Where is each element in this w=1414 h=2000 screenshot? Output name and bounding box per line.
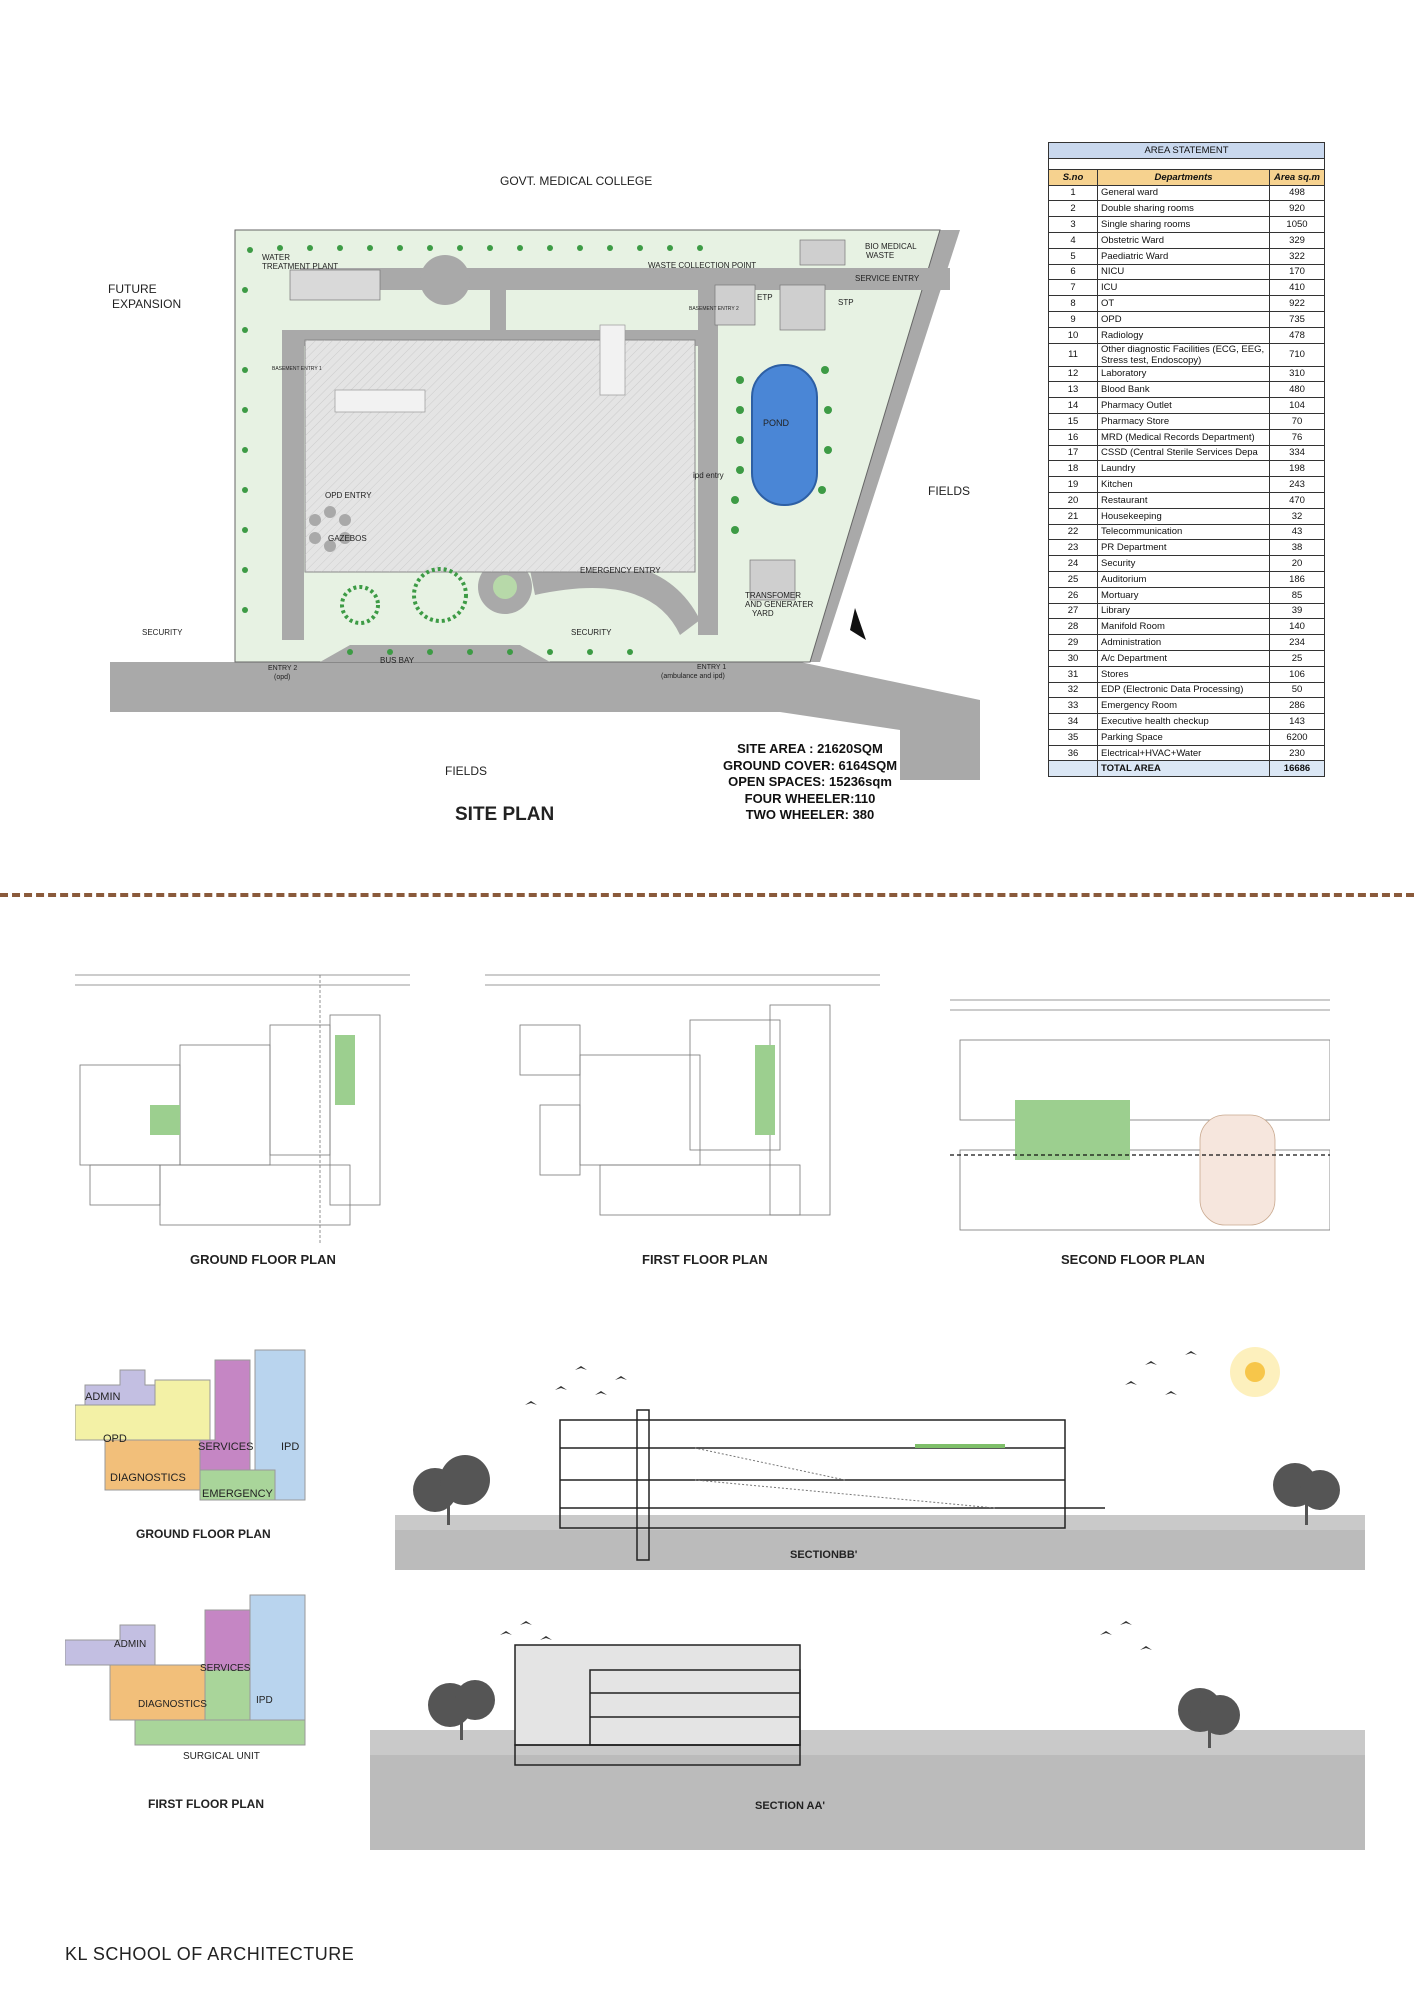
row-sno: 20 xyxy=(1049,492,1098,508)
bus-bay-label: BUS BAY xyxy=(380,656,415,665)
row-area: 334 xyxy=(1270,445,1325,461)
row-sno: 27 xyxy=(1049,603,1098,619)
tree-icon xyxy=(413,1455,1340,1525)
section-bb-title: SECTIONBB' xyxy=(790,1549,858,1561)
row-department: Manifold Room xyxy=(1098,619,1270,635)
row-department: Single sharing rooms xyxy=(1098,217,1270,233)
row-sno: 11 xyxy=(1049,343,1098,366)
north-arrow-icon xyxy=(850,608,866,640)
table-row xyxy=(1049,556,1325,572)
row-department: Administration xyxy=(1098,635,1270,651)
row-department: Telecommunication xyxy=(1098,524,1270,540)
etp-label: ETP xyxy=(757,293,773,302)
second-floor-plan-title: SECOND FLOOR PLAN xyxy=(1061,1252,1205,1267)
table-row xyxy=(1049,264,1325,280)
entry2-label-1: ENTRY 2 xyxy=(268,665,298,672)
col-header-departments: Departments xyxy=(1098,169,1270,185)
row-sno: 25 xyxy=(1049,571,1098,587)
four-wheeler-stat: FOUR WHEELER:110 xyxy=(744,790,876,806)
zone-first-services xyxy=(205,1610,250,1670)
bus-bay xyxy=(320,645,550,662)
row-sno: 13 xyxy=(1049,382,1098,398)
row-sno: 29 xyxy=(1049,635,1098,651)
row-department: Double sharing rooms xyxy=(1098,201,1270,217)
row-department: PR Department xyxy=(1098,540,1270,556)
table-row xyxy=(1049,650,1325,666)
row-sno: 5 xyxy=(1049,248,1098,264)
row-department: Kitchen xyxy=(1098,477,1270,493)
govt-college-label: GOVT. MEDICAL COLLEGE xyxy=(500,174,653,188)
row-sno: 31 xyxy=(1049,666,1098,682)
section-divider xyxy=(0,893,1414,897)
table-row xyxy=(1049,540,1325,556)
row-area: 104 xyxy=(1270,398,1325,414)
table-row xyxy=(1049,461,1325,477)
row-area: 922 xyxy=(1270,296,1325,312)
bio-medical-waste xyxy=(800,240,845,265)
row-sno: 18 xyxy=(1049,461,1098,477)
row-area: 478 xyxy=(1270,327,1325,343)
table-row xyxy=(1049,217,1325,233)
row-sno: 21 xyxy=(1049,508,1098,524)
basement-entry-2-label: BASEMENT ENTRY 2 xyxy=(689,306,739,312)
row-sno: 26 xyxy=(1049,587,1098,603)
table-total-row xyxy=(1049,761,1325,777)
table-row xyxy=(1049,477,1325,493)
row-area: 186 xyxy=(1270,571,1325,587)
row-department: Pharmacy Store xyxy=(1098,413,1270,429)
row-area: 32 xyxy=(1270,508,1325,524)
future-expansion-label-1: FUTURE xyxy=(108,282,157,296)
row-sno: 35 xyxy=(1049,729,1098,745)
row-area: 198 xyxy=(1270,461,1325,477)
row-sno: 1 xyxy=(1049,185,1098,201)
table-row xyxy=(1049,296,1325,312)
row-area: 286 xyxy=(1270,698,1325,714)
zone-first-surgical xyxy=(135,1720,305,1745)
row-department: Emergency Room xyxy=(1098,698,1270,714)
row-area: 143 xyxy=(1270,714,1325,730)
pond xyxy=(752,365,817,505)
row-department: MRD (Medical Records Department) xyxy=(1098,429,1270,445)
area-statement-title: AREA STATEMENT xyxy=(1049,143,1325,159)
row-department: Library xyxy=(1098,603,1270,619)
table-row xyxy=(1049,382,1325,398)
row-area: 920 xyxy=(1270,201,1325,217)
row-area: 243 xyxy=(1270,477,1325,493)
row-department: OT xyxy=(1098,296,1270,312)
row-area: 234 xyxy=(1270,635,1325,651)
row-sno: 4 xyxy=(1049,232,1098,248)
row-sno: 33 xyxy=(1049,698,1098,714)
zone-first-ipd-label: IPD xyxy=(256,1695,273,1706)
first-zoning-title: FIRST FLOOR PLAN xyxy=(148,1797,264,1811)
future-expansion-label-2: EXPANSION xyxy=(112,297,182,311)
table-row xyxy=(1049,201,1325,217)
row-area: 85 xyxy=(1270,587,1325,603)
bio-medical-label-1: BIO MEDICAL xyxy=(865,242,917,251)
row-department: Blood Bank xyxy=(1098,382,1270,398)
table-row xyxy=(1049,248,1325,264)
row-department: Housekeeping xyxy=(1098,508,1270,524)
row-department: Mortuary xyxy=(1098,587,1270,603)
entry1-label-2: (ambulance and ipd) xyxy=(661,673,725,680)
zone-diagnostics-label: DIAGNOSTICS xyxy=(110,1472,186,1484)
zone-opd-label: OPD xyxy=(103,1433,127,1445)
site-plan-drawing xyxy=(100,140,1000,780)
row-department: Laboratory xyxy=(1098,366,1270,382)
zone-ipd-label: IPD xyxy=(281,1441,300,1453)
row-area: 470 xyxy=(1270,492,1325,508)
row-sno: 30 xyxy=(1049,650,1098,666)
table-row xyxy=(1049,619,1325,635)
ground-floor-plan-drawing xyxy=(70,965,450,1255)
transformer-label-3: YARD xyxy=(752,609,774,618)
row-sno: 28 xyxy=(1049,619,1098,635)
zone-first-diagnostics-label: DIAGNOSTICS xyxy=(138,1699,207,1710)
row-sno: 16 xyxy=(1049,429,1098,445)
row-area: 25 xyxy=(1270,650,1325,666)
row-area: 410 xyxy=(1270,280,1325,296)
ipd-entry-label: ipd entry xyxy=(693,471,724,480)
row-sno: 24 xyxy=(1049,556,1098,572)
row-area: 38 xyxy=(1270,540,1325,556)
emergency-entry-label: EMERGENCY ENTRY xyxy=(580,566,661,575)
row-sno: 2 xyxy=(1049,201,1098,217)
row-department: OPD xyxy=(1098,311,1270,327)
entry2-label-2: (opd) xyxy=(274,674,291,681)
first-floor-plan-title: FIRST FLOOR PLAN xyxy=(642,1252,768,1267)
row-area: 735 xyxy=(1270,311,1325,327)
table-row xyxy=(1049,745,1325,761)
site-stats xyxy=(700,741,920,824)
row-department: Other diagnostic Facilities (ECG, EEG, Stress test, Endoscopy) xyxy=(1098,343,1270,366)
row-sno: 7 xyxy=(1049,280,1098,296)
table-row xyxy=(1049,587,1325,603)
table-row xyxy=(1049,682,1325,698)
row-sno: 36 xyxy=(1049,745,1098,761)
row-department: General ward xyxy=(1098,185,1270,201)
row-department: A/c Department xyxy=(1098,650,1270,666)
row-sno: 15 xyxy=(1049,413,1098,429)
row-sno: 12 xyxy=(1049,366,1098,382)
table-row xyxy=(1049,327,1325,343)
row-department: Laundry xyxy=(1098,461,1270,477)
row-area: 322 xyxy=(1270,248,1325,264)
ground-cover-stat: GROUND COVER: 6164SQM xyxy=(722,757,898,773)
table-row xyxy=(1049,413,1325,429)
row-area: 710 xyxy=(1270,343,1325,366)
row-department: Security xyxy=(1098,556,1270,572)
transformer-label-2: AND GENERATER xyxy=(745,600,814,609)
table-row xyxy=(1049,311,1325,327)
second-floor-plan-drawing xyxy=(930,990,1330,1250)
stp-label: STP xyxy=(838,298,854,307)
table-row xyxy=(1049,571,1325,587)
open-spaces-stat: OPEN SPACES: 15236sqm xyxy=(728,774,892,789)
opd-entry-label: OPD ENTRY xyxy=(325,491,372,500)
total-label: TOTAL AREA xyxy=(1098,761,1270,777)
transformer-label-1: TRANSFOMER xyxy=(745,591,801,600)
row-department: EDP (Electronic Data Processing) xyxy=(1098,682,1270,698)
row-area: 70 xyxy=(1270,413,1325,429)
site-area-stat: SITE AREA : 21620SQM xyxy=(737,741,883,756)
table-row xyxy=(1049,398,1325,414)
table-row xyxy=(1049,635,1325,651)
row-department: NICU xyxy=(1098,264,1270,280)
roundabout-top xyxy=(420,255,470,305)
row-department: ICU xyxy=(1098,280,1270,296)
row-department: Pharmacy Outlet xyxy=(1098,398,1270,414)
table-row xyxy=(1049,666,1325,682)
row-area: 310 xyxy=(1270,366,1325,382)
row-area: 106 xyxy=(1270,666,1325,682)
row-area: 76 xyxy=(1270,429,1325,445)
table-row xyxy=(1049,714,1325,730)
waste-collection-label: WASTE COLLECTION POINT xyxy=(648,261,757,270)
zone-first-services-label: SERVICES xyxy=(200,1663,251,1674)
row-department: Auditorium xyxy=(1098,571,1270,587)
row-area: 170 xyxy=(1270,264,1325,280)
table-row xyxy=(1049,729,1325,745)
two-wheeler-stat: TWO WHEELER: 380 xyxy=(745,807,875,822)
ground-floor-plan-title: GROUND FLOOR PLAN xyxy=(190,1252,336,1267)
site-plan-title: SITE PLAN xyxy=(455,804,555,825)
section-aa-drawing xyxy=(370,1615,1365,1850)
table-row xyxy=(1049,492,1325,508)
water-treatment-plant xyxy=(290,270,380,300)
table-row xyxy=(1049,232,1325,248)
zone-services-label: SERVICES xyxy=(198,1441,254,1453)
zone-admin-label: ADMIN xyxy=(85,1391,121,1403)
zone-first-green xyxy=(205,1670,250,1720)
section-bb-drawing xyxy=(395,1340,1365,1570)
ground-zoning-title: GROUND FLOOR PLAN xyxy=(136,1527,271,1541)
pond-label: POND xyxy=(763,418,790,428)
total-blank xyxy=(1049,761,1098,777)
row-sno: 8 xyxy=(1049,296,1098,312)
row-sno: 10 xyxy=(1049,327,1098,343)
water-plant-label-1: WATER xyxy=(262,253,290,262)
table-row xyxy=(1049,445,1325,461)
col-header-area: Area sq.m xyxy=(1270,169,1325,185)
row-area: 140 xyxy=(1270,619,1325,635)
row-sno: 6 xyxy=(1049,264,1098,280)
internal-road-top xyxy=(300,268,950,290)
zone-emergency-label: EMERGENCY xyxy=(202,1488,273,1500)
table-row xyxy=(1049,343,1325,366)
row-department: Radiology xyxy=(1098,327,1270,343)
zone-first-surgical-label: SURGICAL UNIT xyxy=(183,1751,260,1762)
area-statement-table xyxy=(1048,142,1325,777)
row-area: 43 xyxy=(1270,524,1325,540)
basement-entry-1-label: BASEMENT ENTRY 1 xyxy=(272,366,322,372)
fields-right-label: FIELDS xyxy=(928,484,971,498)
row-department: Executive health checkup xyxy=(1098,714,1270,730)
row-department: CSSD (Central Sterile Services Depa xyxy=(1098,445,1270,461)
row-department: Electrical+HVAC+Water xyxy=(1098,745,1270,761)
birds-icon xyxy=(525,1351,1197,1405)
table-row xyxy=(1049,366,1325,382)
row-area: 20 xyxy=(1270,556,1325,572)
first-zoning-diagram xyxy=(65,1590,315,1765)
row-department: Obstetric Ward xyxy=(1098,232,1270,248)
fields-bottom-label: FIELDS xyxy=(445,764,488,778)
row-sno: 17 xyxy=(1049,445,1098,461)
row-area: 6200 xyxy=(1270,729,1325,745)
internal-road-left xyxy=(282,340,304,640)
first-floor-plan-drawing xyxy=(480,965,880,1255)
table-row xyxy=(1049,508,1325,524)
col-header-sno: S.no xyxy=(1049,169,1098,185)
section-aa-title: SECTION AA' xyxy=(755,1800,826,1812)
row-sno: 3 xyxy=(1049,217,1098,233)
table-row xyxy=(1049,603,1325,619)
gazebos-label: GAZEBOS xyxy=(328,534,367,543)
security-left-label: SECURITY xyxy=(142,628,183,637)
row-area: 480 xyxy=(1270,382,1325,398)
table-row xyxy=(1049,280,1325,296)
row-department: Restaurant xyxy=(1098,492,1270,508)
bio-medical-label-2: WASTE xyxy=(866,251,895,260)
row-sno: 23 xyxy=(1049,540,1098,556)
row-area: 1050 xyxy=(1270,217,1325,233)
table-row xyxy=(1049,524,1325,540)
row-area: 329 xyxy=(1270,232,1325,248)
footer-school-name: KL SCHOOL OF ARCHITECTURE xyxy=(65,1944,355,1964)
row-area: 39 xyxy=(1270,603,1325,619)
row-department: Stores xyxy=(1098,666,1270,682)
row-area: 230 xyxy=(1270,745,1325,761)
stp-block xyxy=(780,285,825,330)
security-mid-label: SECURITY xyxy=(571,628,612,637)
total-value: 16686 xyxy=(1270,761,1325,777)
row-area: 498 xyxy=(1270,185,1325,201)
row-department: Paediatric Ward xyxy=(1098,248,1270,264)
row-sno: 32 xyxy=(1049,682,1098,698)
row-sno: 19 xyxy=(1049,477,1098,493)
row-sno: 9 xyxy=(1049,311,1098,327)
row-sno: 14 xyxy=(1049,398,1098,414)
zone-first-diagnostics xyxy=(110,1665,205,1720)
row-department: Parking Space xyxy=(1098,729,1270,745)
table-row xyxy=(1049,698,1325,714)
row-sno: 22 xyxy=(1049,524,1098,540)
table-row xyxy=(1049,185,1325,201)
row-area: 50 xyxy=(1270,682,1325,698)
etp-block xyxy=(715,285,755,325)
zone-first-admin-label: ADMIN xyxy=(114,1639,147,1650)
row-sno: 34 xyxy=(1049,714,1098,730)
water-plant-label-2: TREATMENT PLANT xyxy=(262,262,339,271)
service-entry-label: SERVICE ENTRY xyxy=(855,274,920,283)
table-row xyxy=(1049,429,1325,445)
entry1-label-1: ENTRY 1 xyxy=(697,664,727,671)
